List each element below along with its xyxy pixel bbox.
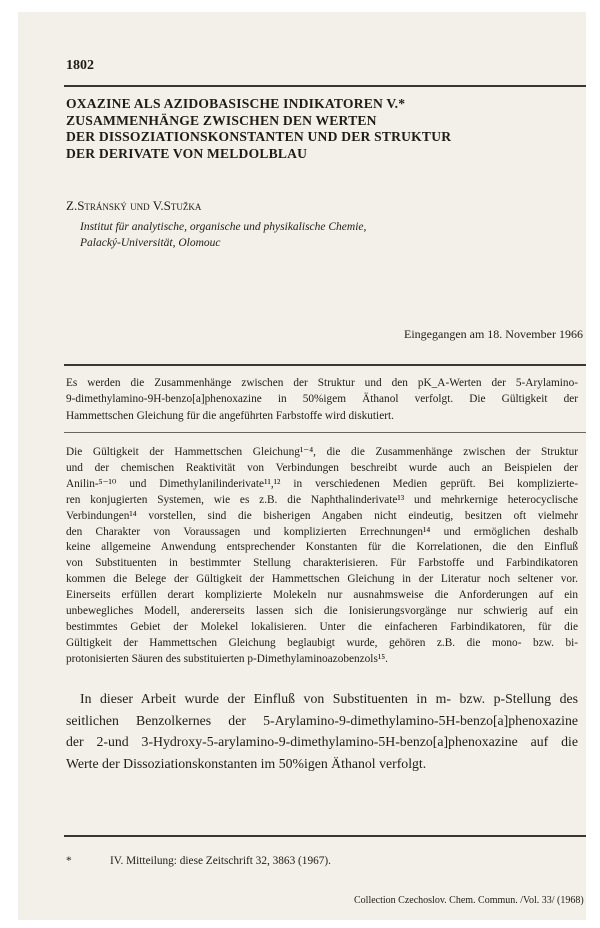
affiliation-line: Palacký-Universität, Olomouc — [80, 237, 221, 249]
paragraph-line: Werte der Dissoziationskonstanten im 50%igen Äthanol verfolgt. — [66, 755, 427, 771]
page-number: 1802 — [66, 58, 94, 73]
journal-citation: Collection Czechoslov. Chem. Commun. /Vol. 33/ (1968) — [354, 895, 584, 906]
paragraph-line: den Charakter von Voraussagen und komplizierten Errechnungen¹⁴ und ermöglichen deshalb — [66, 525, 578, 538]
paragraph-line: der 2-und 3-Hydroxy-5-arylamino-9-dimethylamino-5H-benzo[a]phenoxazine auf die — [66, 734, 578, 749]
journal-page — [18, 12, 586, 920]
paragraph-intro — [66, 445, 578, 668]
paragraph-line: Anilin-⁵⁻¹⁰ und Dimethylanilinderivate¹¹,¹² in verschiedenen Medien geprüft. Bei komplizierte- — [66, 477, 578, 490]
title-line: DER DISSOZIATIONSKONSTANTEN UND DER STRUKTUR — [66, 129, 452, 144]
paragraph-line: Gültigkeit der Hammettschen Gleichung beglaubigt wurde, gehören z.B. die mono- bzw. bi- — [66, 636, 578, 649]
paragraph-line: Die Gültigkeit der Hammettschen Gleichung¹⁻⁴, die die Zusammenhänge zwischen der Struktur — [66, 446, 578, 458]
abstract-line: Hammettschen Gleichung für die angeführten Farbstoffe wird diskutiert. — [66, 409, 394, 422]
footnote-rule — [64, 835, 586, 837]
paragraph-line: bestimmtes Gebiet der Molekel lokalisieren. Unter die einfacheren Farbindikatoren, für die — [66, 620, 578, 633]
header-rule — [64, 85, 586, 87]
paragraph-aim — [66, 688, 578, 774]
affiliation-line: Institut für analytische, organische und physikalische Chemie, — [80, 221, 367, 233]
abstract — [66, 375, 578, 424]
paragraph-line: seitlichen Benzolkernes der 5-Arylamino-9-dimethylamino-5H-benzo[a]phenoxazine — [66, 712, 578, 728]
paragraph-line: protonisierten Säuren des substituierten p-Dimethylaminoazobenzols¹⁵. — [66, 652, 388, 665]
paragraph-line: In dieser Arbeit wurde der Einfluß von Substituenten in m- bzw. p-Stellung des — [80, 691, 578, 706]
footnote-marker: * — [66, 855, 72, 867]
paragraph-line: und der chemischen Reaktivität von Verbindungen beschreibt wurde auch an Beispielen der — [66, 461, 578, 474]
title-line: DER DERIVATE VON MELDOLBLAU — [66, 145, 308, 161]
paragraph-line: kommen die Belege der Gültigkeit der Hammettschen Gleichung in der Literatur noch seltener vor. — [66, 573, 578, 586]
paragraph-line: unbewegliches Modell, andererseits lassen sich die Ionisierungsvorgänge nur schwierig auf ein — [66, 605, 578, 618]
footnote-text: IV. Mitteilung: diese Zeitschrift 32, 3863 (1967). — [110, 855, 331, 867]
footnote — [66, 855, 331, 867]
paragraph-line: von Substituenten in bestimmter Stellung charakterisieren. Für Farbstoffe und Farbindikatoren — [66, 557, 578, 570]
title-line: ZUSAMMENHÄNGE ZWISCHEN DEN WERTEN — [66, 112, 377, 128]
abstract-top-rule — [64, 364, 586, 366]
abstract-line: Es werden die Zusammenhänge zwischen der Struktur und den pK_A-Werten der 5-Arylamino- — [66, 377, 578, 389]
abstract-bottom-rule — [64, 432, 586, 433]
paragraph-line: ren konjugierten Systemen, wie es z.B. die Naphthalinderivate¹³ und mehrkernige heterocyclische — [66, 493, 578, 506]
abstract-line: 9-dimethylamino-9H-benzo[a]phenoxazine in 50%igem Äthanol verfolgt. Die Gültigkeit der — [66, 393, 578, 406]
affiliation — [80, 219, 366, 251]
series-title: OXAZINE ALS AZIDOBASISCHE INDIKATOREN V.* — [66, 96, 406, 111]
article-title — [66, 96, 576, 162]
paragraph-line: Verbindungen¹⁴ vorstellen, sind die bisherigen Angaben nicht eindeutig, besitzen oft vielmehr — [66, 509, 578, 522]
paragraph-line: Einerseits erfüllen derart komplizierte Molekeln nur ausnahmsweise die Anforderungen auf ein — [66, 589, 578, 602]
received-date: Eingegangen am 18. November 1966 — [404, 327, 583, 341]
paragraph-line: keine allgemeine Anwendung entsprechender Konstanten für die Korrelationen, die den Einfluß — [66, 541, 578, 554]
authors: Z.Stránský und V.Stužka — [66, 198, 202, 213]
